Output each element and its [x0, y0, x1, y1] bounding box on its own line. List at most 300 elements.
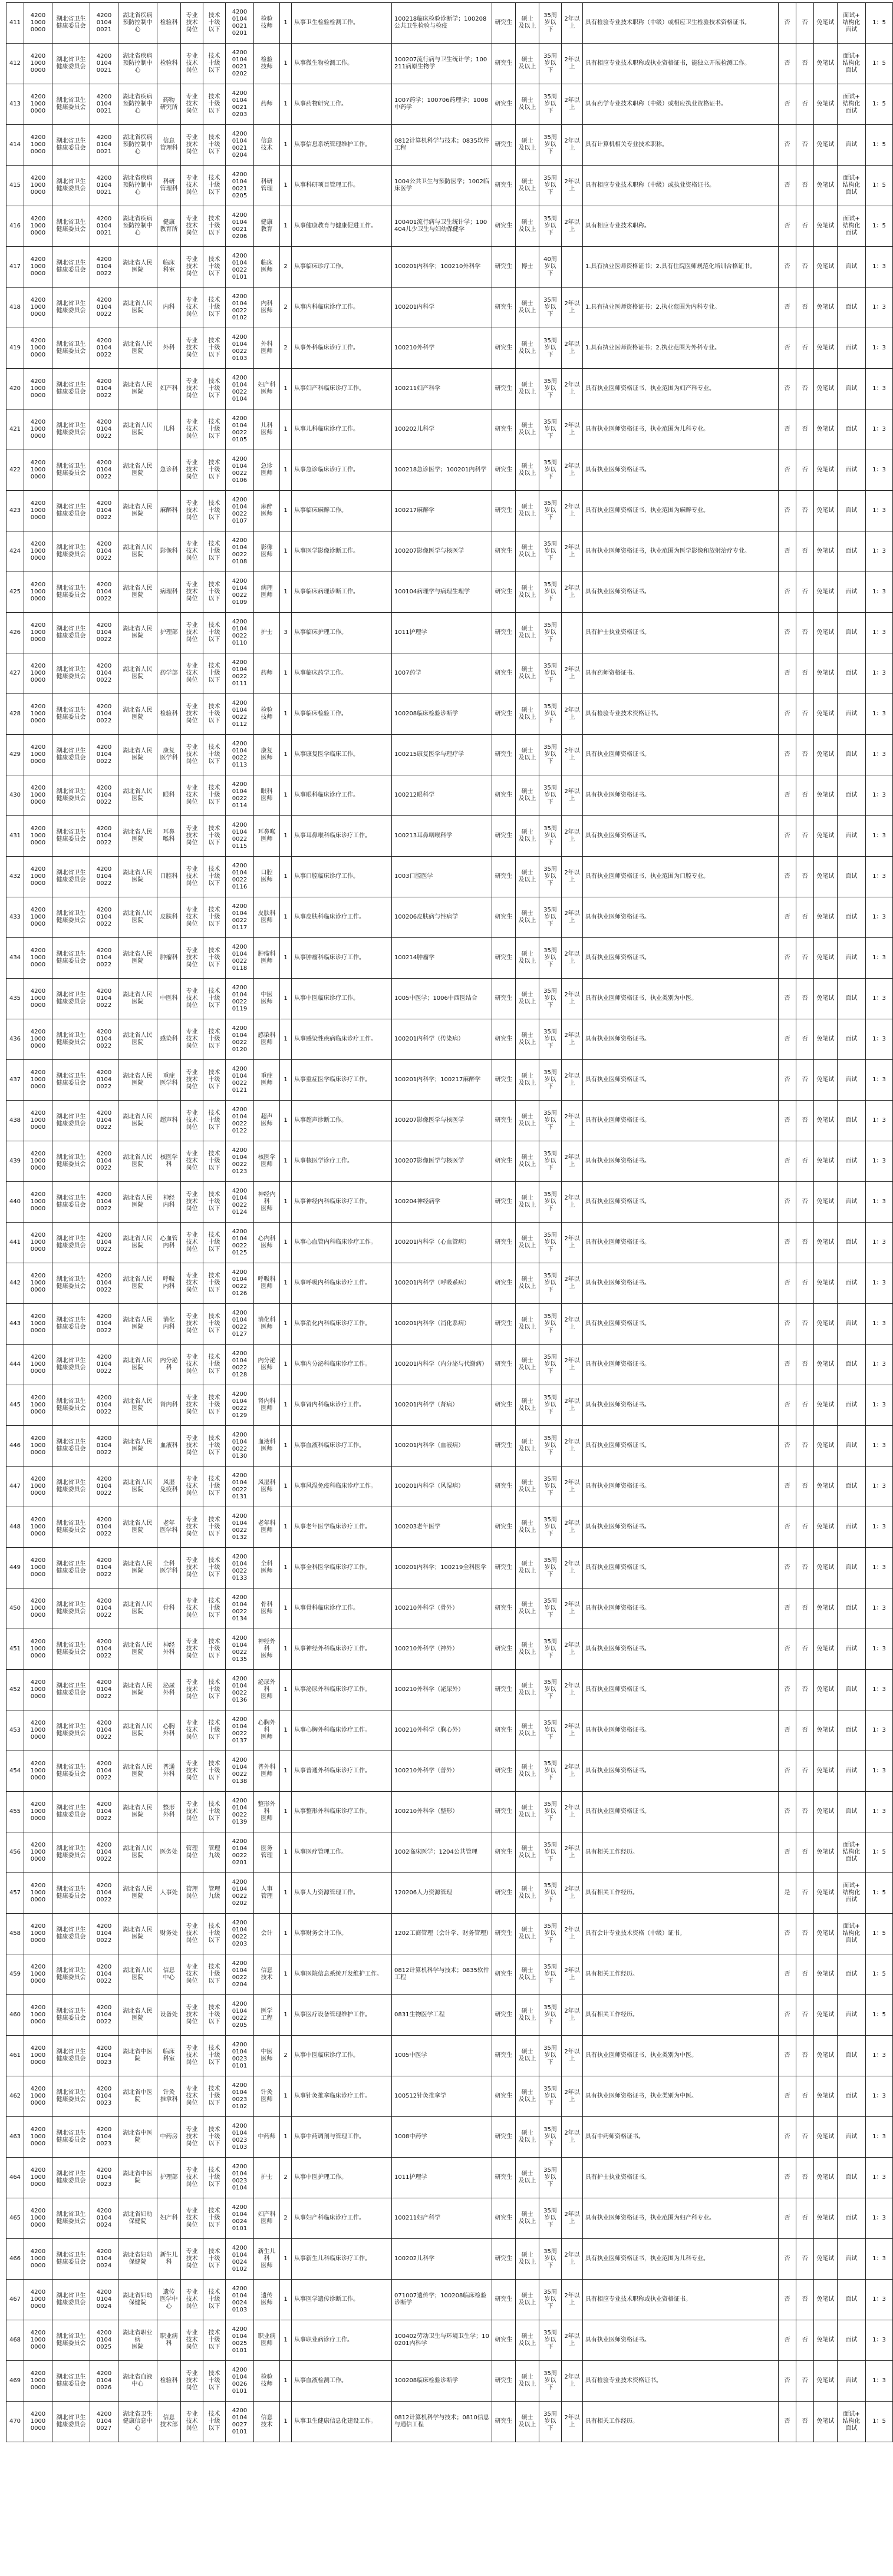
cell-employer-code: 4200 0104 0023 — [90, 2076, 118, 2117]
cell-post-code: 4200 0104 0022 0110 — [226, 613, 254, 653]
cell-other-requirements: 1.具有执业医师资格证书；2.具有住院医师规范化培训合格证书。 — [583, 247, 779, 288]
table-row — [6, 125, 893, 166]
cell-row-number: 452 — [6, 1670, 24, 1710]
cell-major-requirement: 100213耳鼻咽喉科学 — [392, 816, 492, 857]
cell-interview-ratio: 1：3 — [866, 2320, 893, 2361]
cell-job-duty: 从事中医临床诊疗工作。 — [292, 2036, 392, 2076]
cell-experience: 2年以上 — [562, 1345, 583, 1385]
cell-unit-name: 湖北省卫生 健康委员会 — [52, 3, 90, 44]
cell-special-flag: 否 — [779, 2320, 796, 2361]
table-row — [6, 735, 893, 775]
cell-interview-method: 面试 — [838, 2198, 866, 2239]
table-row — [6, 1426, 893, 1467]
cell-special-flag: 否 — [779, 1792, 796, 1832]
cell-other-requirements: 具有执业医师资格证书。 — [583, 1101, 779, 1141]
cell-major-requirement: 1008中药学 — [392, 2117, 492, 2158]
cell-employer-name: 湖北省人民 医院 — [118, 1101, 157, 1141]
cell-department: 护理部 — [157, 2158, 181, 2198]
cell-post-level: 技术 十级 以下 — [203, 1019, 226, 1060]
cell-major-requirement: 100201内科学（风湿病） — [392, 1467, 492, 1507]
cell-department: 针灸 推拿科 — [157, 2076, 181, 2117]
cell-post-level: 技术 十级 以下 — [203, 491, 226, 531]
cell-post-level: 技术 十级 以下 — [203, 369, 226, 409]
cell-degree: 硕士 及以上 — [516, 2320, 539, 2361]
cell-job-duty: 从事卫生健康信息化建设工作。 — [292, 2402, 392, 2442]
cell-education: 研究生 — [492, 1019, 516, 1060]
cell-interview-ratio: 1：3 — [866, 2361, 893, 2402]
cell-post-name: 临床 医师 — [254, 247, 280, 288]
table-row — [6, 1629, 893, 1670]
cell-major-requirement: 100402劳动卫生与环境卫生学；100201内科学 — [392, 2320, 492, 2361]
cell-written-exam: 免笔试 — [814, 2198, 838, 2239]
cell-employer-code: 4200 0104 0022 — [90, 816, 118, 857]
cell-post-level: 技术 十级 以下 — [203, 2158, 226, 2198]
cell-major-requirement: 100201内科学（血液病） — [392, 1426, 492, 1467]
cell-headcount: 1 — [280, 1426, 292, 1467]
cell-special-flag: 否 — [779, 2239, 796, 2280]
cell-degree: 硕士 及以上 — [516, 125, 539, 166]
cell-experience: 2年以上 — [562, 1873, 583, 1914]
cell-major-requirement: 1007药学 — [392, 653, 492, 694]
cell-major-requirement: 100206皮肤病与性病学 — [392, 897, 492, 938]
cell-education: 研究生 — [492, 1832, 516, 1873]
table-row — [6, 491, 893, 531]
cell-major-requirement: 1005中医学；1006中西医结合 — [392, 979, 492, 1019]
cell-degree: 硕士 及以上 — [516, 938, 539, 979]
table-row — [6, 2076, 893, 2117]
cell-employer-code: 4200 0104 0022 — [90, 1751, 118, 1792]
cell-unit-code: 4200 1000 0000 — [24, 1710, 52, 1751]
cell-department: 骨科 — [157, 1588, 181, 1629]
cell-other-requirements: 具有相应专业技术职称（中级）或执业资格证书。 — [583, 166, 779, 206]
cell-post-level: 技术 十级 以下 — [203, 409, 226, 450]
cell-department: 内科 — [157, 288, 181, 328]
cell-age-limit: 35周 岁以 下 — [539, 2117, 562, 2158]
cell-employer-name: 湖北省人民 医院 — [118, 1832, 157, 1873]
cell-interview-ratio: 1：3 — [866, 1060, 893, 1101]
cell-department: 病理科 — [157, 572, 181, 613]
cell-post-code: 4200 0104 0027 0101 — [226, 2402, 254, 2442]
cell-written-exam: 免笔试 — [814, 775, 838, 816]
cell-written-exam: 免笔试 — [814, 1914, 838, 1954]
cell-interview-method: 面试 — [838, 1345, 866, 1385]
cell-special-flag-2: 否 — [796, 1426, 814, 1467]
cell-post-category: 专业 技术 岗位 — [181, 1914, 203, 1954]
cell-interview-method: 面试 — [838, 491, 866, 531]
cell-special-flag: 否 — [779, 1141, 796, 1182]
cell-job-duty: 从事人力资源管理工作。 — [292, 1873, 392, 1914]
cell-interview-ratio: 1：5 — [866, 1873, 893, 1914]
cell-special-flag-2: 否 — [796, 2239, 814, 2280]
cell-other-requirements: 具有相应专业技术职称。 — [583, 206, 779, 247]
cell-age-limit: 35周 岁以 下 — [539, 1792, 562, 1832]
cell-department: 全科 医学科 — [157, 1548, 181, 1588]
cell-experience: 2年以上 — [562, 1751, 583, 1792]
cell-unit-code: 4200 1000 0000 — [24, 1954, 52, 1995]
cell-major-requirement: 1003口腔医学 — [392, 857, 492, 897]
cell-unit-name: 湖北省卫生 健康委员会 — [52, 1832, 90, 1873]
cell-age-limit: 35周 岁以 下 — [539, 1182, 562, 1223]
cell-experience: 2年以上 — [562, 1588, 583, 1629]
cell-row-number: 441 — [6, 1223, 24, 1263]
cell-job-duty: 从事临床诊疗工作。 — [292, 247, 392, 288]
cell-major-requirement: 100208临床检验诊断学 — [392, 694, 492, 735]
table-row — [6, 1751, 893, 1792]
cell-age-limit: 35周 岁以 下 — [539, 775, 562, 816]
cell-interview-ratio: 1：5 — [866, 1954, 893, 1995]
cell-special-flag: 否 — [779, 2198, 796, 2239]
cell-interview-method: 面试 — [838, 125, 866, 166]
cell-education: 研究生 — [492, 1223, 516, 1263]
cell-post-category: 专业 技术 岗位 — [181, 1710, 203, 1751]
cell-experience: 2年以上 — [562, 1832, 583, 1873]
cell-interview-ratio: 1：3 — [866, 409, 893, 450]
cell-employer-name: 湖北省人民 医院 — [118, 572, 157, 613]
cell-interview-method: 面试 — [838, 1060, 866, 1101]
cell-degree: 硕士 及以上 — [516, 2198, 539, 2239]
cell-headcount: 1 — [280, 1141, 292, 1182]
cell-post-category: 专业 技术 岗位 — [181, 1467, 203, 1507]
cell-post-code: 4200 0104 0022 0107 — [226, 491, 254, 531]
cell-age-limit: 35周 岁以 下 — [539, 979, 562, 1019]
cell-job-duty: 从事血液科临床诊疗工作。 — [292, 1426, 392, 1467]
cell-row-number: 416 — [6, 206, 24, 247]
cell-major-requirement: 100207影像医学与核医学 — [392, 1101, 492, 1141]
table-row — [6, 2036, 893, 2076]
cell-employer-name: 湖北省人民 医院 — [118, 1223, 157, 1263]
cell-employer-code: 4200 0104 0022 — [90, 1995, 118, 2036]
cell-experience — [562, 2158, 583, 2198]
cell-major-requirement: 100201内科学（消化系病） — [392, 1304, 492, 1345]
cell-education: 研究生 — [492, 44, 516, 84]
cell-experience: 2年以上 — [562, 1101, 583, 1141]
cell-employer-code: 4200 0104 0022 — [90, 775, 118, 816]
cell-employer-code: 4200 0104 0022 — [90, 409, 118, 450]
cell-post-name: 感染科 医师 — [254, 1019, 280, 1060]
cell-interview-method: 面试 — [838, 409, 866, 450]
cell-post-code: 4200 0104 0022 0138 — [226, 1751, 254, 1792]
table-row — [6, 1101, 893, 1141]
cell-job-duty: 从事肾内科临床诊疗工作。 — [292, 1385, 392, 1426]
cell-post-name: 血液科 医师 — [254, 1426, 280, 1467]
cell-employer-name: 湖北省中医院 — [118, 2076, 157, 2117]
cell-post-level: 技术 十级 以下 — [203, 1507, 226, 1548]
table-row — [6, 1141, 893, 1182]
cell-post-code: 4200 0104 0022 0137 — [226, 1710, 254, 1751]
cell-special-flag-2: 否 — [796, 2117, 814, 2158]
cell-written-exam: 免笔试 — [814, 1385, 838, 1426]
cell-department: 健康 教育所 — [157, 206, 181, 247]
cell-employer-name: 湖北省人民 医院 — [118, 816, 157, 857]
cell-job-duty: 从事眼科临床诊疗工作。 — [292, 775, 392, 816]
cell-post-name: 口腔 医师 — [254, 857, 280, 897]
cell-special-flag-2: 否 — [796, 2158, 814, 2198]
cell-post-name: 肿瘤科 医师 — [254, 938, 280, 979]
cell-post-code: 4200 0104 0022 0132 — [226, 1507, 254, 1548]
cell-job-duty: 从事信息系统管理维护工作。 — [292, 125, 392, 166]
cell-department: 护理部 — [157, 613, 181, 653]
cell-major-requirement: 100218急诊医学；100201内科学 — [392, 450, 492, 491]
cell-special-flag: 否 — [779, 694, 796, 735]
cell-major-requirement: 100201内科学（内分泌与代谢病） — [392, 1345, 492, 1385]
cell-post-level: 技术 十级 以下 — [203, 1223, 226, 1263]
cell-degree: 硕士 及以上 — [516, 1345, 539, 1385]
cell-department: 内分泌科 — [157, 1345, 181, 1385]
cell-interview-ratio: 1：3 — [866, 2280, 893, 2320]
cell-row-number: 463 — [6, 2117, 24, 2158]
cell-post-code: 4200 0104 0022 0105 — [226, 409, 254, 450]
cell-education: 研究生 — [492, 288, 516, 328]
cell-employer-name: 湖北省卫生 健康信息中心 — [118, 2402, 157, 2442]
cell-row-number: 456 — [6, 1832, 24, 1873]
cell-post-level: 技术 十级 以下 — [203, 1426, 226, 1467]
cell-headcount: 1 — [280, 1507, 292, 1548]
cell-employer-code: 4200 0104 0022 — [90, 1548, 118, 1588]
cell-degree: 硕士 及以上 — [516, 694, 539, 735]
cell-employer-name: 湖北省人民 医院 — [118, 1507, 157, 1548]
cell-interview-method: 面试 — [838, 613, 866, 653]
cell-experience: 2年以上 — [562, 1223, 583, 1263]
cell-age-limit: 35周 岁以 下 — [539, 1304, 562, 1345]
cell-other-requirements: 具有执业医师资格证书。 — [583, 897, 779, 938]
cell-degree: 硕士 及以上 — [516, 857, 539, 897]
cell-post-level: 技术 十级 以下 — [203, 2239, 226, 2280]
cell-post-name: 重症 医师 — [254, 1060, 280, 1101]
cell-other-requirements: 具有会计专业技术资格（中级）证书。 — [583, 1914, 779, 1954]
cell-experience: 2年以上 — [562, 1467, 583, 1507]
table-row — [6, 206, 893, 247]
cell-other-requirements: 具有相关工作经历。 — [583, 1873, 779, 1914]
cell-education: 研究生 — [492, 1792, 516, 1832]
cell-interview-method: 面试 — [838, 288, 866, 328]
cell-written-exam: 免笔试 — [814, 1751, 838, 1792]
cell-row-number: 425 — [6, 572, 24, 613]
cell-unit-name: 湖北省卫生 健康委员会 — [52, 1670, 90, 1710]
cell-other-requirements: 具有执业医师资格证书，执业类别为中医。 — [583, 2036, 779, 2076]
cell-headcount: 2 — [280, 2036, 292, 2076]
cell-unit-name: 湖北省卫生 健康委员会 — [52, 1426, 90, 1467]
cell-age-limit: 35周 岁以 下 — [539, 2280, 562, 2320]
cell-age-limit: 35周 岁以 下 — [539, 3, 562, 44]
cell-age-limit: 35周 岁以 下 — [539, 1263, 562, 1304]
cell-experience: 2年以上 — [562, 1141, 583, 1182]
cell-major-requirement: 100207影像医学与核医学 — [392, 1141, 492, 1182]
cell-post-level: 技术 十级 以下 — [203, 1751, 226, 1792]
cell-written-exam: 免笔试 — [814, 1141, 838, 1182]
cell-employer-name: 湖北省人民 医院 — [118, 775, 157, 816]
cell-age-limit: 35周 岁以 下 — [539, 44, 562, 84]
cell-headcount: 1 — [280, 2239, 292, 2280]
cell-written-exam: 免笔试 — [814, 1304, 838, 1345]
cell-education: 研究生 — [492, 2076, 516, 2117]
cell-unit-name: 湖北省卫生 健康委员会 — [52, 1710, 90, 1751]
cell-degree: 硕士 及以上 — [516, 1223, 539, 1263]
cell-department: 新生儿科 — [157, 2239, 181, 2280]
cell-headcount: 2 — [280, 247, 292, 288]
cell-experience: 2年以上 — [562, 288, 583, 328]
cell-post-level: 技术 十级 以下 — [203, 2361, 226, 2402]
cell-job-duty: 从事临床病理诊断工作。 — [292, 572, 392, 613]
cell-post-category: 专业 技术 岗位 — [181, 1019, 203, 1060]
cell-post-category: 专业 技术 岗位 — [181, 1588, 203, 1629]
cell-department: 检验科 — [157, 44, 181, 84]
cell-written-exam: 免笔试 — [814, 1060, 838, 1101]
cell-interview-method: 面试 — [838, 816, 866, 857]
cell-employer-code: 4200 0104 0021 — [90, 44, 118, 84]
cell-special-flag: 否 — [779, 491, 796, 531]
cell-row-number: 455 — [6, 1792, 24, 1832]
cell-employer-code: 4200 0104 0022 — [90, 1182, 118, 1223]
cell-post-code: 4200 0104 0023 0102 — [226, 2076, 254, 2117]
cell-employer-name: 湖北省血液 中心 — [118, 2361, 157, 2402]
cell-unit-code: 4200 1000 0000 — [24, 1588, 52, 1629]
cell-department: 泌尿 外科 — [157, 1670, 181, 1710]
cell-education: 研究生 — [492, 1914, 516, 1954]
cell-department: 风湿 免疫科 — [157, 1467, 181, 1507]
cell-row-number: 431 — [6, 816, 24, 857]
cell-unit-code: 4200 1000 0000 — [24, 653, 52, 694]
cell-experience: 2年以上 — [562, 2402, 583, 2442]
cell-post-category: 专业 技术 岗位 — [181, 1995, 203, 2036]
cell-interview-method: 面试+ 结构化 面试 — [838, 166, 866, 206]
cell-employer-name: 湖北省中医院 — [118, 2158, 157, 2198]
cell-education: 研究生 — [492, 775, 516, 816]
table-row — [6, 1588, 893, 1629]
cell-interview-method: 面试 — [838, 1995, 866, 2036]
cell-unit-code: 4200 1000 0000 — [24, 1629, 52, 1670]
cell-degree: 硕士 及以上 — [516, 613, 539, 653]
cell-row-number: 418 — [6, 288, 24, 328]
cell-other-requirements: 具有执业医师资格证书。 — [583, 1751, 779, 1792]
cell-post-name: 检验 技师 — [254, 2361, 280, 2402]
cell-post-name: 整形外科 医师 — [254, 1792, 280, 1832]
table-row — [6, 2320, 893, 2361]
cell-employer-code: 4200 0104 0022 — [90, 1223, 118, 1263]
cell-interview-ratio: 1：3 — [866, 2117, 893, 2158]
cell-written-exam: 免笔试 — [814, 2320, 838, 2361]
cell-employer-name: 湖北省人民 医院 — [118, 1751, 157, 1792]
cell-row-number: 445 — [6, 1385, 24, 1426]
cell-job-duty: 从事中医护理工作。 — [292, 2158, 392, 2198]
cell-job-duty: 从事急诊临床诊疗工作。 — [292, 450, 392, 491]
table-row — [6, 166, 893, 206]
cell-unit-code: 4200 1000 0000 — [24, 2402, 52, 2442]
cell-major-requirement: 0812计算机科学与技术；0835软件工程 — [392, 1954, 492, 1995]
cell-post-name: 耳鼻喉 医师 — [254, 816, 280, 857]
cell-education: 研究生 — [492, 247, 516, 288]
cell-interview-ratio: 1：3 — [866, 572, 893, 613]
cell-post-code: 4200 0104 0022 0123 — [226, 1141, 254, 1182]
cell-employer-code: 4200 0104 0022 — [90, 1467, 118, 1507]
cell-special-flag: 否 — [779, 1670, 796, 1710]
cell-department: 心血管 内科 — [157, 1223, 181, 1263]
cell-headcount: 1 — [280, 1101, 292, 1141]
cell-post-level: 管理 九级 — [203, 1832, 226, 1873]
cell-age-limit: 35周 岁以 下 — [539, 1101, 562, 1141]
cell-row-number: 432 — [6, 857, 24, 897]
cell-post-name: 中医 医师 — [254, 979, 280, 1019]
cell-major-requirement: 100401流行病与卫生统计学；100404儿少卫生与妇幼保健学 — [392, 206, 492, 247]
cell-special-flag-2: 否 — [796, 206, 814, 247]
cell-special-flag: 否 — [779, 1751, 796, 1792]
cell-employer-name: 湖北省疾病 预防控制中心 — [118, 3, 157, 44]
cell-major-requirement: 1007药学；100706药理学；1008中药学 — [392, 84, 492, 125]
cell-experience: 2年以上 — [562, 2361, 583, 2402]
cell-major-requirement: 100201内科学；100219全科医学 — [392, 1548, 492, 1588]
cell-other-requirements: 具有执业医师资格证书。 — [583, 1507, 779, 1548]
cell-post-category: 专业 技术 岗位 — [181, 1751, 203, 1792]
cell-interview-ratio: 1：5 — [866, 84, 893, 125]
cell-interview-ratio: 1：3 — [866, 775, 893, 816]
cell-post-category: 专业 技术 岗位 — [181, 694, 203, 735]
cell-headcount: 2 — [280, 288, 292, 328]
cell-row-number: 449 — [6, 1548, 24, 1588]
cell-post-name: 内科 医师 — [254, 288, 280, 328]
cell-employer-name: 湖北省人民 医院 — [118, 369, 157, 409]
cell-degree: 硕士 及以上 — [516, 2117, 539, 2158]
table-row — [6, 572, 893, 613]
cell-interview-method: 面试 — [838, 897, 866, 938]
cell-age-limit: 35周 岁以 下 — [539, 1060, 562, 1101]
cell-other-requirements: 具有执业医师资格证书。 — [583, 1670, 779, 1710]
cell-post-level: 技术 十级 以下 — [203, 44, 226, 84]
cell-written-exam: 免笔试 — [814, 1426, 838, 1467]
cell-employer-code: 4200 0104 0022 — [90, 1101, 118, 1141]
cell-major-requirement: 120206人力资源管理 — [392, 1873, 492, 1914]
cell-age-limit: 35周 岁以 下 — [539, 1914, 562, 1954]
cell-department: 神经 内科 — [157, 1182, 181, 1223]
cell-post-code: 4200 0104 0021 0204 — [226, 125, 254, 166]
cell-age-limit: 35周 岁以 下 — [539, 531, 562, 572]
cell-post-level: 技术 十级 以下 — [203, 1467, 226, 1507]
cell-post-category: 专业 技术 岗位 — [181, 369, 203, 409]
cell-interview-method: 面试 — [838, 694, 866, 735]
cell-education: 研究生 — [492, 1426, 516, 1467]
cell-written-exam: 免笔试 — [814, 1223, 838, 1263]
cell-written-exam: 免笔试 — [814, 531, 838, 572]
cell-education: 研究生 — [492, 1263, 516, 1304]
cell-department: 急诊科 — [157, 450, 181, 491]
cell-degree: 硕士 及以上 — [516, 572, 539, 613]
cell-unit-code: 4200 1000 0000 — [24, 166, 52, 206]
cell-age-limit: 35周 岁以 下 — [539, 735, 562, 775]
cell-age-limit: 35周 岁以 下 — [539, 1954, 562, 1995]
cell-other-requirements: 具有执业医师资格证书。 — [583, 1467, 779, 1507]
cell-education: 研究生 — [492, 979, 516, 1019]
cell-age-limit: 35周 岁以 下 — [539, 2239, 562, 2280]
cell-education: 研究生 — [492, 2361, 516, 2402]
cell-post-category: 专业 技术 岗位 — [181, 2158, 203, 2198]
cell-post-category: 专业 技术 岗位 — [181, 247, 203, 288]
cell-headcount: 1 — [280, 1304, 292, 1345]
cell-written-exam: 免笔试 — [814, 1588, 838, 1629]
cell-post-name: 会计 — [254, 1914, 280, 1954]
cell-employer-name: 湖北省人民 医院 — [118, 1467, 157, 1507]
cell-special-flag-2: 否 — [796, 531, 814, 572]
cell-row-number: 428 — [6, 694, 24, 735]
cell-employer-code: 4200 0104 0022 — [90, 1670, 118, 1710]
cell-department: 核医学科 — [157, 1141, 181, 1182]
cell-job-duty: 从事健康教育与健康促进工作。 — [292, 206, 392, 247]
table-row — [6, 531, 893, 572]
cell-age-limit: 35周 岁以 下 — [539, 897, 562, 938]
cell-experience: 2年以上 — [562, 2036, 583, 2076]
cell-education: 研究生 — [492, 1060, 516, 1101]
cell-post-level: 技术 十级 以下 — [203, 1263, 226, 1304]
cell-employer-code: 4200 0104 0022 — [90, 1710, 118, 1751]
cell-post-code: 4200 0104 0022 0130 — [226, 1426, 254, 1467]
cell-written-exam: 免笔试 — [814, 2158, 838, 2198]
